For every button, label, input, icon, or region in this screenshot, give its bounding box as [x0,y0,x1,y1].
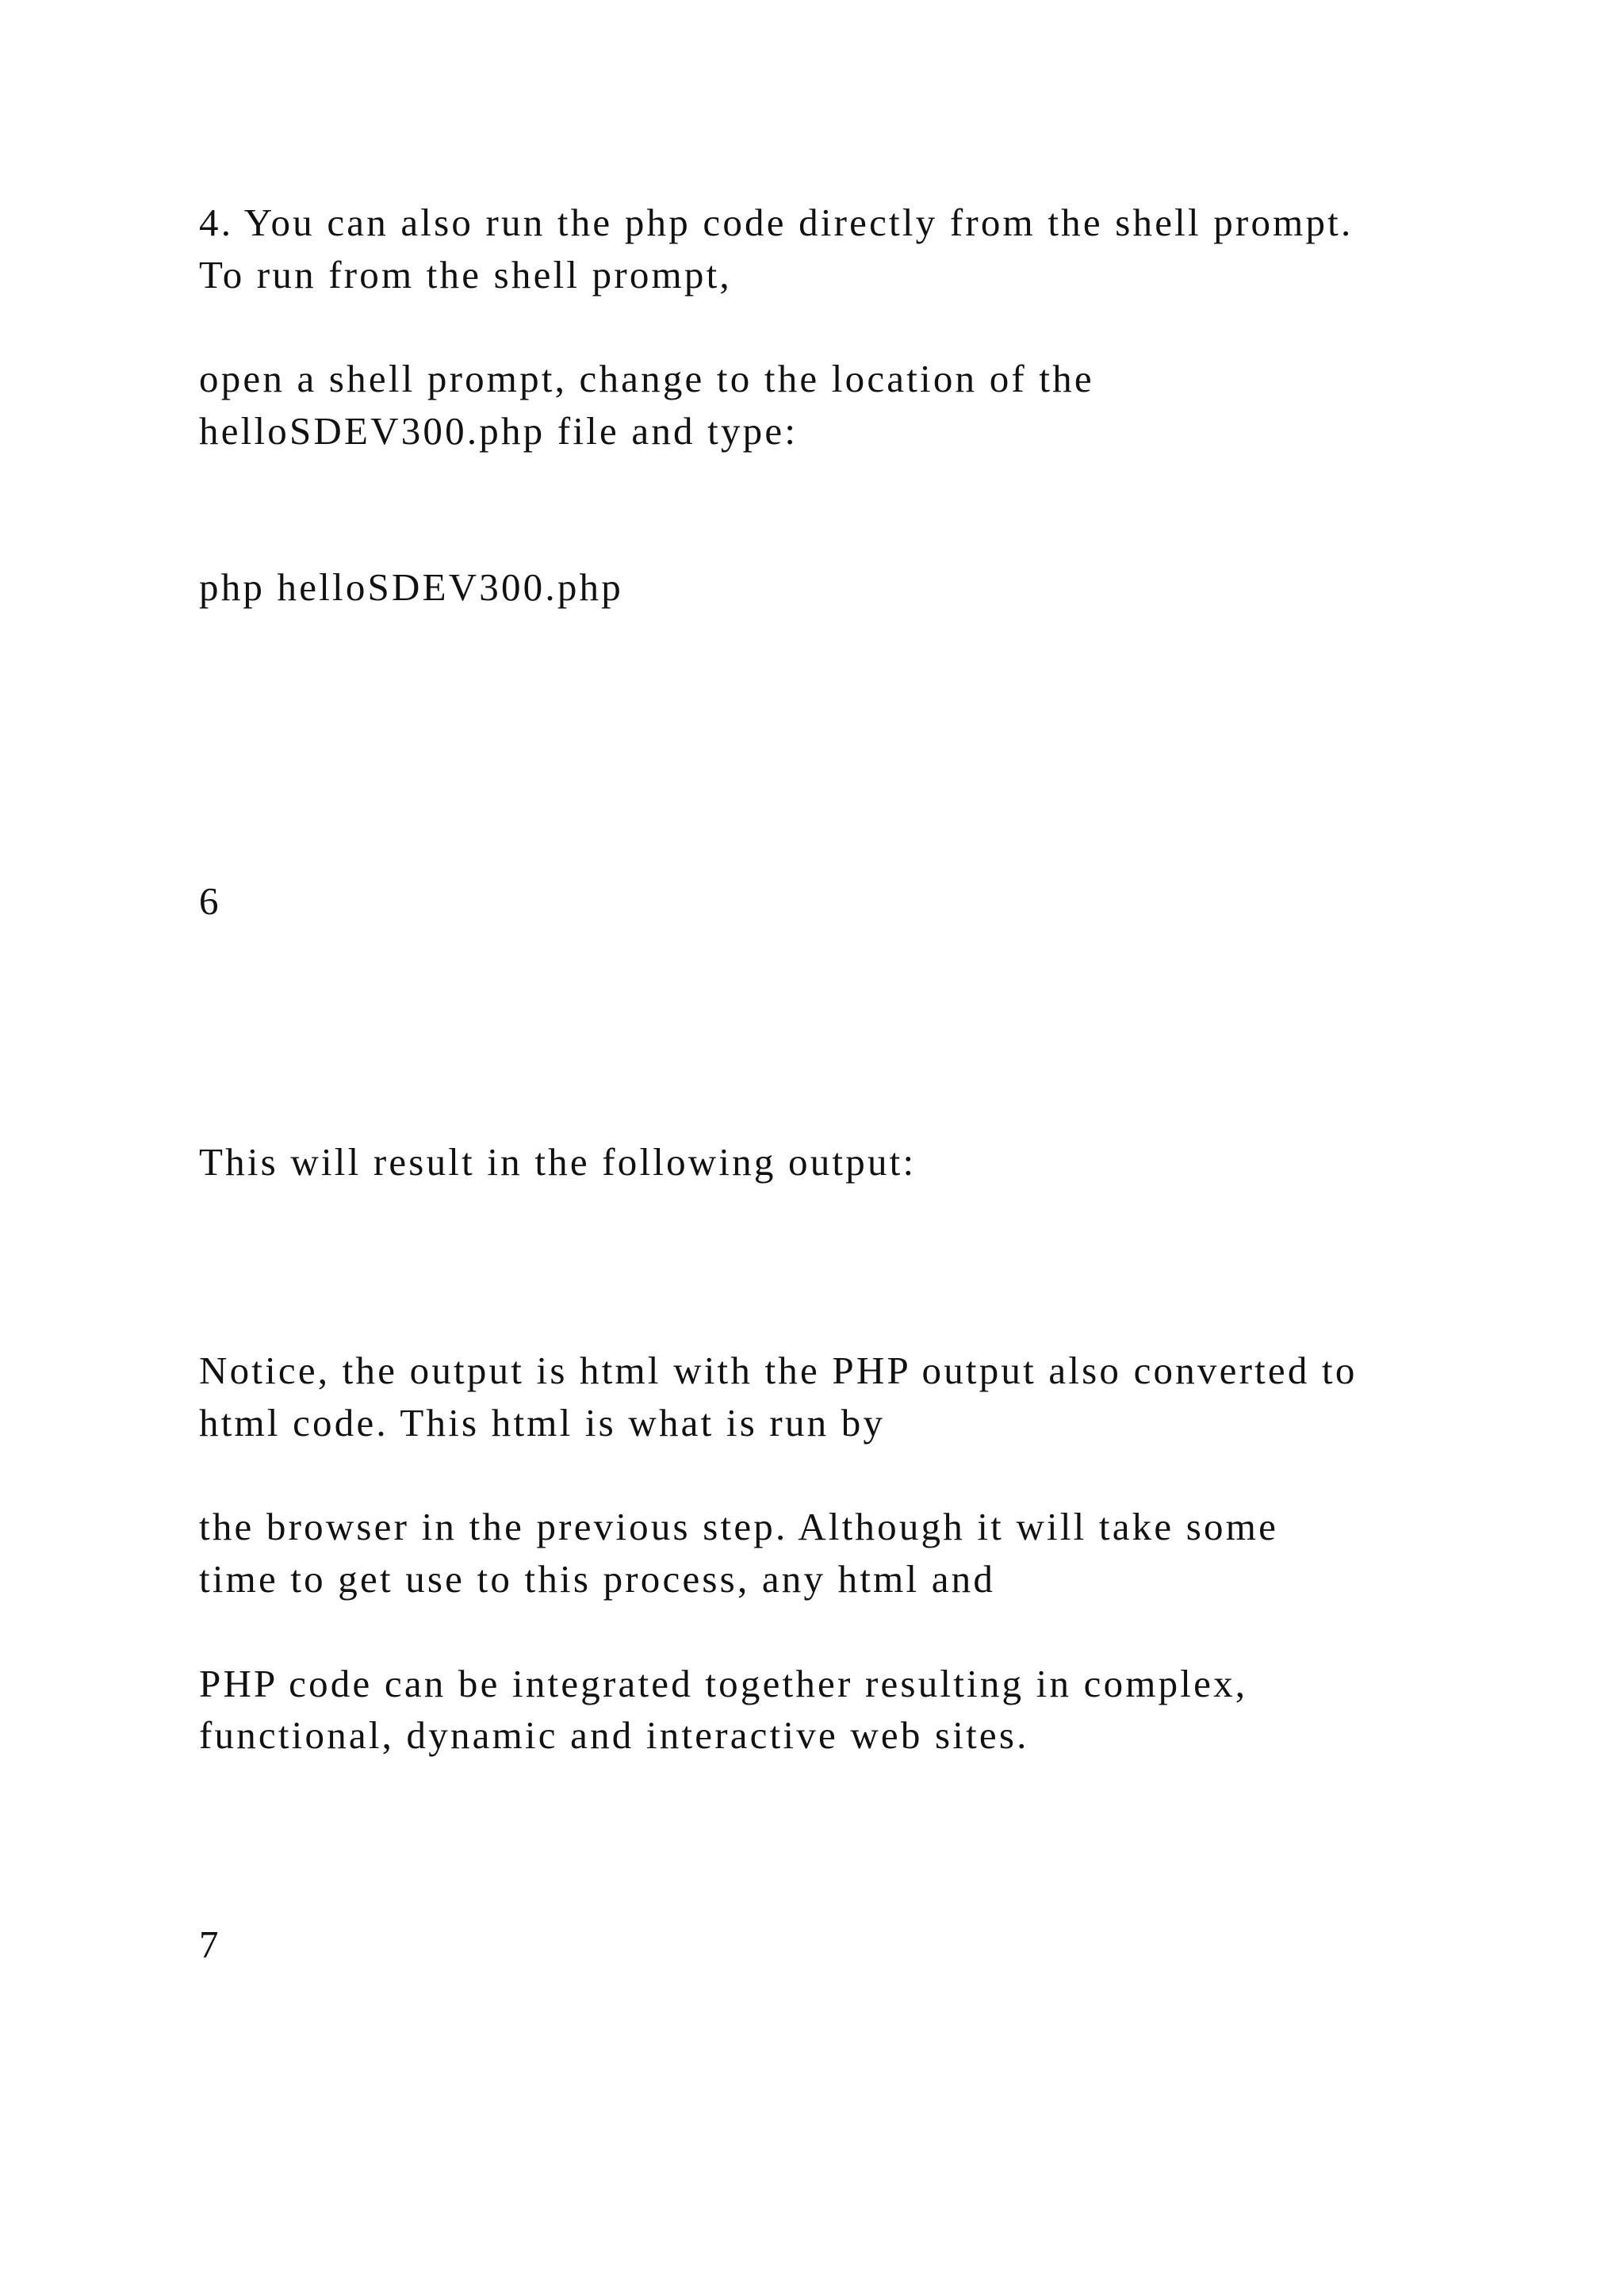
paragraph-line: This will result in the following output: [199,1140,917,1184]
paragraph-line: html code. This html is what is run by [199,1401,886,1445]
paragraph-line: the browser in the previous step. Although it will take some [199,1505,1279,1548]
page-number: 7 [199,1923,221,1966]
paragraph-line: Notice, the output is html with the PHP output also converted to [199,1349,1358,1392]
paragraph-line: PHP code can be integrated together resulting in complex, [199,1662,1248,1705]
paragraph-line: functional, dynamic and interactive web sites. [199,1713,1029,1757]
command-text: php helloSDEV300.php [199,565,623,609]
paragraph-line: helloSDEV300.php file and type: [199,409,799,453]
paragraph-line: To run from the shell prompt, [199,253,732,297]
paragraph-line: 4. You can also run the php code directly from the shell prompt. [199,201,1354,244]
page-number: 6 [199,879,221,923]
paragraph-line: time to get use to this process, any html and [199,1557,996,1601]
paragraph-line: open a shell prompt, change to the location of the [199,357,1094,400]
